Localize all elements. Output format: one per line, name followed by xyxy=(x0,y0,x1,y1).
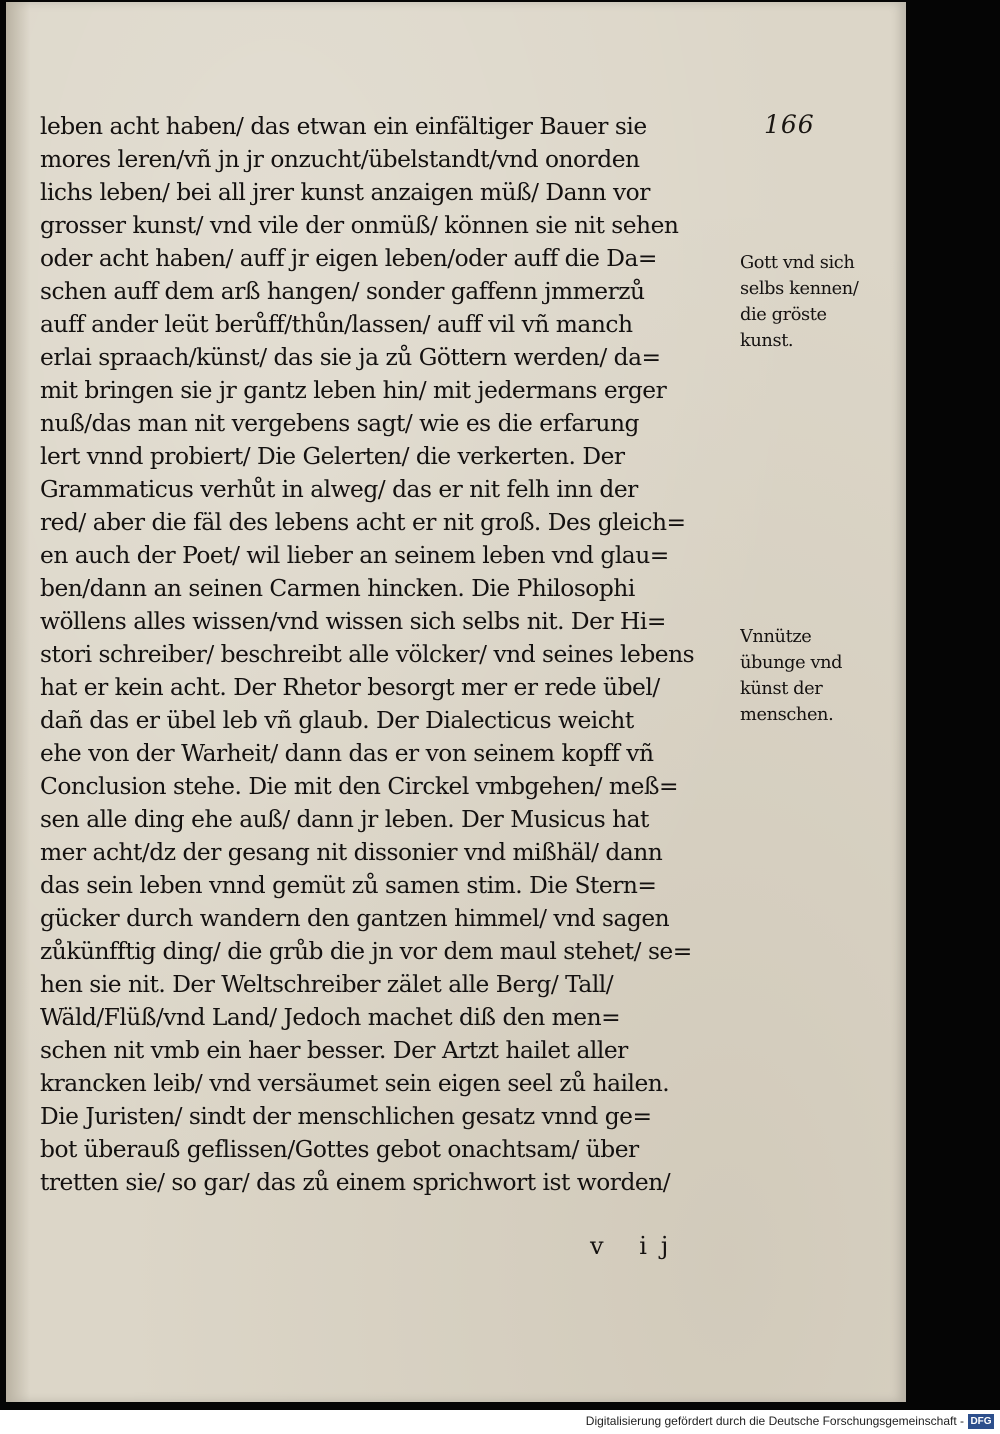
text-line: ehe von der Warheit/ dann das er von seinem kopff vñ xyxy=(40,739,654,767)
text-line: auff ander leüt berůff/thůn/lassen/ auff vil vñ manch xyxy=(40,310,633,338)
text-line: lert vnnd probiert/ Die Gelerten/ die verkerten. Der xyxy=(40,442,625,470)
marginal-note-line: übunge vnd xyxy=(740,652,843,673)
text-line: sen alle ding ehe auß/ dann jr leben. Der Musicus hat xyxy=(40,805,649,833)
text-line: wöllens alles wissen/vnd wissen sich selbs nit. Der Hi= xyxy=(40,607,666,635)
marginal-note-line: künst der xyxy=(740,678,823,699)
marginal-note-line: selbs kennen/ xyxy=(740,278,859,299)
marginal-note-line: Vnnütze xyxy=(740,626,812,647)
dfg-logo: DFG xyxy=(968,1414,994,1429)
text-line: leben acht haben/ das etwan ein einfältiger Bauer sie xyxy=(40,112,647,140)
signature-mark: v ij xyxy=(590,1232,683,1260)
marginal-note-line: die gröste xyxy=(740,304,827,325)
text-line: Wäld/Flüß/vnd Land/ Jedoch machet diß den men= xyxy=(40,1003,621,1031)
text-line: oder acht haben/ auff jr eigen leben/oder auff die Da= xyxy=(40,244,657,272)
text-line: schen auff dem arß hangen/ sonder gaffenn jmmerzů xyxy=(40,277,645,305)
footer-bar xyxy=(0,1410,1000,1434)
text-line: schen nit vmb ein haer besser. Der Artzt hailet aller xyxy=(40,1036,628,1064)
marginal-note-line: menschen. xyxy=(740,704,834,725)
marginal-note-line: Gott vnd sich xyxy=(740,252,855,273)
page-spine-shadow xyxy=(6,2,30,1402)
marginal-note-2 xyxy=(740,624,890,728)
text-line: bot überauß geflissen/Gottes gebot onachtsam/ über xyxy=(40,1135,639,1163)
text-line: zůkünfftig ding/ die grůb die jn vor dem maul stehet/ se= xyxy=(40,937,692,965)
marginal-note-line: kunst. xyxy=(740,330,794,351)
text-line: lichs leben/ bei all jrer kunst anzaigen müß/ Dann vor xyxy=(40,178,650,206)
marginal-note-1 xyxy=(740,250,890,354)
text-line: Grammaticus verhůt in alweg/ das er nit felh inn der xyxy=(40,475,638,503)
text-line: grosser kunst/ vnd vile der onmüß/ können sie nit sehen xyxy=(40,211,679,239)
text-line: erlai spraach/künst/ das sie ja zů Göttern werden/ da= xyxy=(40,343,661,371)
footer-credit: Digitalisierung gefördert durch die Deutsche Forschungsgemeinschaft - xyxy=(585,1414,964,1428)
text-line: tretten sie/ so gar/ das zů einem sprichwort ist worden/ xyxy=(40,1168,671,1196)
text-line: Die Juristen/ sindt der menschlichen gesatz vnnd ge= xyxy=(40,1102,652,1130)
main-text-block xyxy=(40,110,745,1199)
text-line: dañ das er übel leb vñ glaub. Der Dialecticus weicht xyxy=(40,706,634,734)
text-line: gücker durch wandern den gantzen himmel/ vnd sagen xyxy=(40,904,670,932)
folio-number: 166 xyxy=(764,110,815,139)
text-line: mores leren/vñ jn jr onzucht/übelstandt/vnd onorden xyxy=(40,145,640,173)
text-line: red/ aber die fäl des lebens acht er nit groß. Des gleich= xyxy=(40,508,686,536)
text-line: hat er kein acht. Der Rhetor besorgt mer er rede übel/ xyxy=(40,673,660,701)
text-line: das sein leben vnnd gemüt zů samen stim. Die Stern= xyxy=(40,871,657,899)
text-line: stori schreiber/ beschreibt alle völcker/ vnd seines lebens xyxy=(40,640,695,668)
text-line: nuß/das man nit vergebens sagt/ wie es die erfarung xyxy=(40,409,639,437)
text-line: en auch der Poet/ wil lieber an seinem leben vnd glau= xyxy=(40,541,669,569)
text-line: hen sie nit. Der Weltschreiber zälet alle Berg/ Tall/ xyxy=(40,970,614,998)
text-line: ben/dann an seinen Carmen hincken. Die Philosophi xyxy=(40,574,635,602)
text-line: krancken leib/ vnd versäumet sein eigen seel zů hailen. xyxy=(40,1069,670,1097)
text-line: mer acht/dz der gesang nit dissonier vnd mißhäl/ dann xyxy=(40,838,663,866)
text-line: Conclusion stehe. Die mit den Circkel vmbgehen/ meß= xyxy=(40,772,679,800)
text-line: mit bringen sie jr gantz leben hin/ mit jedermans erger xyxy=(40,376,667,404)
